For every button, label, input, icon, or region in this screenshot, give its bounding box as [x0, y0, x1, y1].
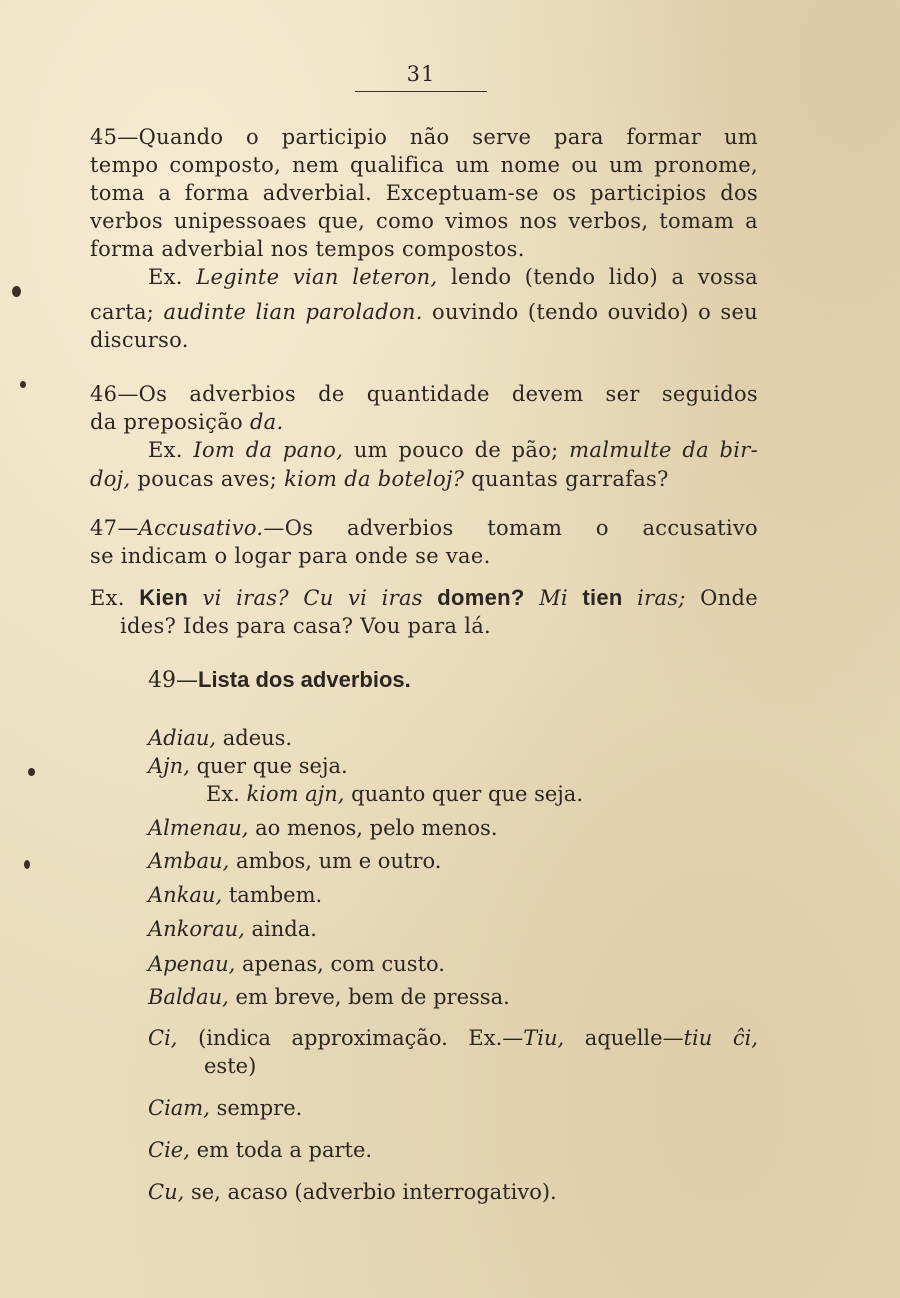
adverb-entry — [148, 983, 510, 1011]
section45-line5: forma adverbial nos tempos compostos. — [90, 237, 525, 261]
adverb-entry — [148, 724, 292, 752]
section-title: Lista dos adverbios. — [198, 667, 411, 692]
section-number: 47— — [90, 516, 139, 540]
translation: um pouco de pão; — [353, 438, 559, 462]
esperanto-term: kiom ajn, — [246, 782, 345, 806]
header-rule — [355, 91, 487, 92]
adverb-entry — [148, 915, 317, 943]
adverb-term: Ankorau, — [148, 917, 245, 941]
section47-line1 — [90, 514, 758, 542]
section47-line2: se indicam o logar para onde se vae. — [90, 544, 491, 568]
adverb-entry — [148, 1136, 372, 1164]
adverb-entry — [148, 814, 498, 842]
adverb-entry — [148, 752, 348, 780]
esperanto-term: Leginte vian leteron, — [196, 265, 438, 289]
esperanto-term: da. — [249, 410, 284, 434]
section45-line1: 45—Quando o participio não serve para formar um — [90, 125, 758, 149]
section46-line1: 46—Os adverbios de quantidade devem ser seguidos — [90, 382, 758, 406]
adverb-gloss: se, acaso (adverbio interrogativo). — [190, 1180, 557, 1204]
section45-example-line — [148, 263, 758, 291]
esperanto-term: malmulte da bir- — [569, 438, 758, 462]
ink-speck — [12, 286, 21, 297]
esperanto-term: audinte lian paroladon. — [163, 300, 423, 324]
section47-example-line — [90, 584, 758, 612]
adverb-gloss: apenas, com custo. — [241, 952, 445, 976]
adverb-term: Cie, — [148, 1138, 190, 1162]
adverb-term: Ciam, — [148, 1096, 210, 1120]
section45-example-line2 — [90, 298, 758, 326]
adverb-gloss: (indica approximação. Ex.— — [198, 1026, 524, 1050]
adverb-gloss: ainda. — [251, 917, 317, 941]
section49-heading — [148, 665, 411, 696]
adverb-term: Ajn, — [148, 754, 190, 778]
adverb-gloss: quer que seja. — [196, 754, 348, 778]
translation: poucas aves; — [137, 467, 278, 491]
section45-line2: tempo composto, nem qualifica um nome ou um pronome, — [90, 153, 758, 177]
example-label: Ex. — [206, 782, 240, 806]
example-label: Ex. — [148, 265, 183, 289]
section45-line4: verbos unipessoaes que, como vimos nos verbos, tomam a — [90, 209, 758, 233]
example-label: Ex. — [90, 586, 125, 610]
section46-example-line2 — [90, 465, 758, 493]
adverb-gloss: adeus. — [222, 726, 293, 750]
esperanto-bold-term: Kien — [139, 585, 189, 610]
ink-speck — [24, 860, 30, 869]
adverb-entry — [148, 950, 445, 978]
adverb-example — [206, 780, 583, 808]
esperanto-term: Cu vi iras — [303, 586, 423, 610]
ink-speck — [28, 768, 35, 776]
esperanto-term: iras; — [637, 586, 686, 610]
adverb-term: Ambau, — [148, 849, 230, 873]
section-number: 49— — [148, 668, 198, 693]
translation: quanto quer que seja. — [351, 782, 584, 806]
translation: aquelle— — [584, 1026, 684, 1050]
esperanto-term: kiom da boteloj? — [284, 467, 465, 491]
adverb-entry — [148, 1024, 758, 1052]
adverb-term: Apenau, — [148, 952, 236, 976]
adverb-term: Ci, — [148, 1026, 178, 1050]
translation: quantas garrafas? — [471, 467, 669, 491]
adverb-gloss: ao menos, pelo menos. — [255, 816, 498, 840]
section45-line8: discurso. — [90, 328, 189, 352]
section47-line4: ides? Ides para casa? Vou para lá. — [120, 614, 492, 638]
page-number: 31 — [406, 62, 436, 86]
ink-speck — [20, 381, 26, 388]
esperanto-term: Iom da pano, — [193, 438, 344, 462]
adverb-entry — [148, 1178, 557, 1206]
adverb-term: Ankau, — [148, 883, 223, 907]
translation: ouvindo (tendo ouvido) o seu — [432, 300, 758, 324]
text: da preposição — [90, 410, 243, 434]
adverb-entry — [148, 881, 322, 909]
esperanto-bold-term: domen? — [437, 585, 525, 610]
text: —Os adverbios tomam o accusativo — [263, 516, 758, 540]
adverb-entry — [148, 847, 441, 875]
esperanto-term: doj, — [90, 467, 131, 491]
esperanto-term: Tiu, — [523, 1026, 565, 1050]
adverb-term: Cu, — [148, 1180, 185, 1204]
translation: Onde — [700, 586, 758, 610]
section-term: Accusativo. — [138, 516, 264, 540]
adverb-gloss: tambem. — [228, 883, 323, 907]
adverb-gloss: em breve, bem de pressa. — [235, 985, 510, 1009]
adverb-term: Baldau, — [148, 985, 229, 1009]
section46-example-line1 — [148, 436, 758, 464]
section45-line3: toma a forma adverbial. Exceptuam-se os participios dos — [90, 181, 758, 205]
text: carta; — [90, 300, 155, 324]
esperanto-bold-term: tien — [582, 585, 623, 610]
translation: lendo (tendo lido) a vossa — [451, 265, 758, 289]
adverb-gloss: ambos, um e outro. — [235, 849, 442, 873]
esperanto-term: Mi — [539, 586, 568, 610]
esperanto-term: vi iras? — [202, 586, 289, 610]
adverb-entry-continued: este) — [204, 1054, 257, 1078]
adverb-entry — [148, 1094, 302, 1122]
adverb-term: Adiau, — [148, 726, 217, 750]
adverb-term: Almenau, — [148, 816, 249, 840]
example-label: Ex. — [148, 438, 183, 462]
esperanto-term: tiu ĉi, — [683, 1026, 758, 1050]
adverb-gloss: sempre. — [216, 1096, 303, 1120]
adverb-gloss: em toda a parte. — [196, 1138, 373, 1162]
section46-line2 — [90, 408, 758, 436]
